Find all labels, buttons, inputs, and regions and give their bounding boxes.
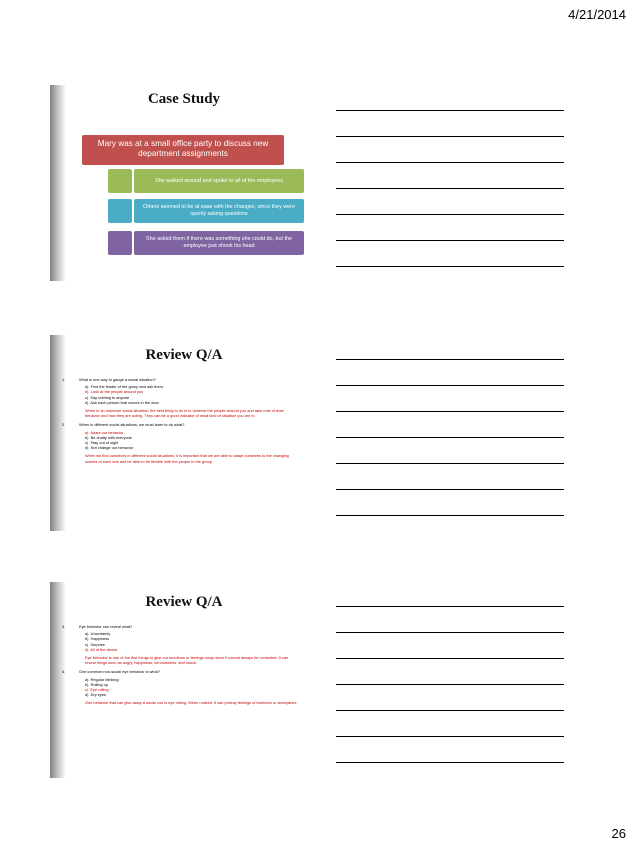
answer-option: b) Rolling up	[85, 681, 108, 687]
slide-title: Review Q/A	[145, 347, 223, 363]
row-marker-square	[108, 199, 132, 223]
question: 3. Eye behavior can reveal what?	[62, 624, 133, 629]
answer-option: b) Happiness	[85, 636, 110, 642]
note-line	[336, 214, 564, 215]
slide-case-study	[50, 85, 318, 281]
answer-option: c) Say nothing to anyone	[85, 394, 130, 400]
question-block	[62, 669, 298, 705]
answer-explanation: When we find ourselves in different social situations, it is important that we are able to adapt ourselves to the changing scenes of each one and be able to be flexible with the people in the group.	[85, 453, 289, 464]
slide-edge-shade	[50, 85, 66, 281]
note-line	[336, 658, 564, 659]
answer-explanation: One behavior that can give away a social cue is eye rolling. When noticed, it can portray feelings of boredom or annoyance.	[85, 700, 298, 706]
answer-option-correct: c) Eye rolling	[85, 687, 109, 693]
slide-review-qa-1	[50, 335, 318, 531]
slide-review-qa-2	[50, 582, 318, 778]
answer-option-correct: b) Look at the people around you	[85, 389, 144, 395]
question-block	[62, 377, 298, 418]
answer-explanation: Eye behavior is one of the first things to give our emotions or feelings away since it cannot always be controlled. It can reveal things such as angry, happiness, nervousness, and shock.	[85, 655, 289, 666]
slide-title: Case Study	[147, 91, 221, 107]
answer-explanation: When in an unknown social situation, the best thing to do is to observe the people around you and take note of their behavior and how they are acting. They can be a good indicator of what kind of situation you are in.	[85, 408, 284, 419]
answer-option: d) Ask each person that comes in the door	[85, 399, 159, 405]
question: 4. One common non-social eye behavior is what?	[62, 669, 160, 675]
note-line	[336, 437, 564, 438]
answer-option: d) Not change our behavior	[85, 445, 134, 451]
note-line	[336, 162, 564, 163]
answer-option: a) Find the leader of the group and ask them	[85, 384, 163, 390]
answer-option: c) Stay out of sight	[85, 440, 119, 446]
question-block	[62, 624, 298, 665]
answer-option: b) Be chatty with everyone	[85, 434, 132, 440]
answer-option-correct: d) All of the above	[85, 646, 118, 652]
note-line	[336, 463, 564, 464]
qa-list	[62, 624, 298, 710]
answer-option: c) Surprise	[85, 641, 105, 647]
answer-option: d) Dry eyes	[85, 692, 106, 698]
row-marker-square	[108, 169, 132, 193]
answer-option: a) Uncertainty	[85, 631, 111, 637]
note-line	[336, 266, 564, 267]
case-study-row-text: She walked around and spoke to all of the employees	[134, 169, 304, 193]
note-line	[336, 632, 564, 633]
note-line	[336, 359, 564, 360]
case-study-banner: Mary was at a small office party to discuss new department assignments	[82, 135, 284, 165]
note-line	[336, 411, 564, 412]
note-line	[336, 684, 564, 685]
note-line	[336, 515, 564, 516]
question: 1. What is one way to gauge a social situation?	[62, 377, 156, 382]
case-study-row-text: Others seemed to be at ease with the changes, since they were openly asking questions	[134, 199, 304, 223]
qa-list	[62, 377, 298, 468]
answer-option-correct: a) Adapt our behavior	[85, 429, 124, 435]
header-date: 4/21/2014	[568, 7, 626, 22]
note-line	[336, 385, 564, 386]
note-line	[336, 110, 564, 111]
note-line	[336, 240, 564, 241]
note-line	[336, 489, 564, 490]
note-line	[336, 188, 564, 189]
slide-title: Review Q/A	[145, 594, 223, 610]
row-marker-square	[108, 231, 132, 255]
question: 2. When in different social situations, we must learn to do what?	[62, 422, 185, 428]
case-study-row-text: She asked them if there was something she could do, but the employee just shook his head	[134, 231, 304, 255]
note-line	[336, 736, 564, 737]
answer-option: a) Regular blinking	[85, 676, 119, 682]
note-line	[336, 710, 564, 711]
question-block	[62, 422, 298, 463]
note-line	[336, 136, 564, 137]
note-line	[336, 606, 564, 607]
page-number: 26	[611, 826, 626, 841]
note-line	[336, 762, 564, 763]
